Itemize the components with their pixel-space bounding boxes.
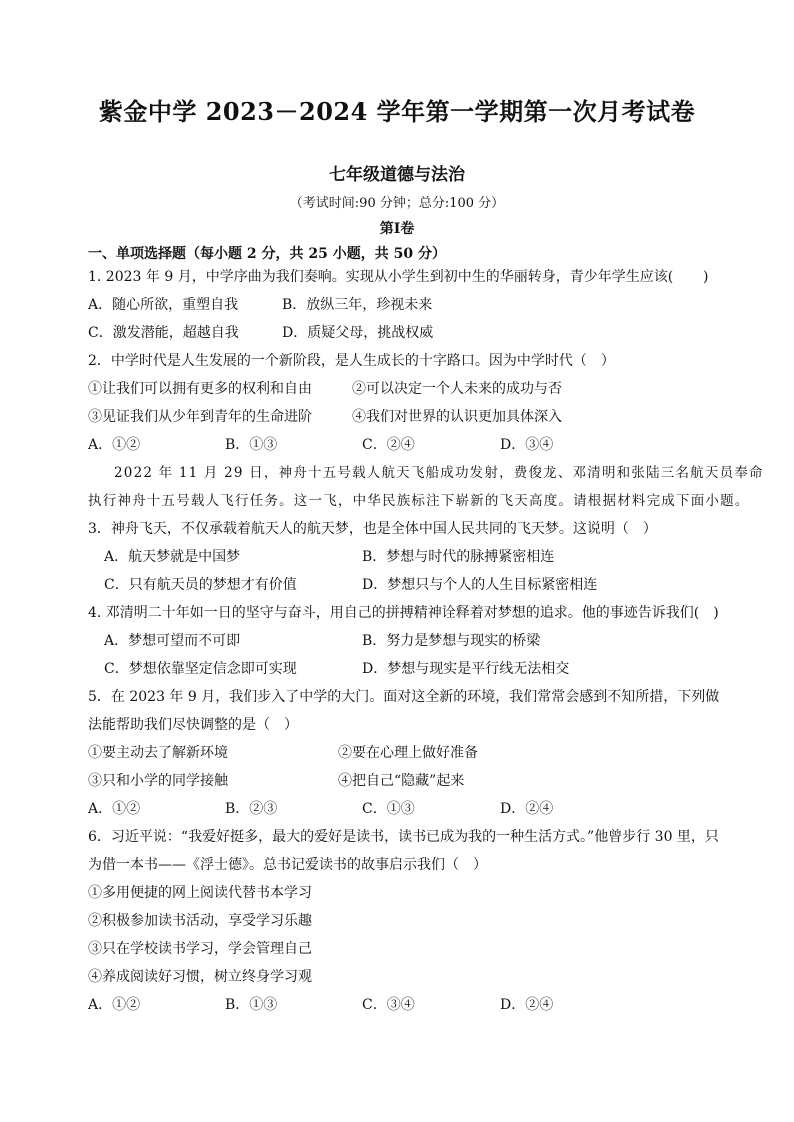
q1-option-c: C．激发潜能，超越自我 [88,325,239,341]
q3-option-b: B．梦想与时代的脉搏紧密相连 [362,549,555,565]
q1-option-b: B．放纵三年，珍视未来 [282,297,433,313]
q4-option-c: C．梦想依靠坚定信念即可实现 [104,661,297,677]
q2-option-a: A．①② [88,437,141,453]
q4-stem: 4. 邓清明二十年如一日的坚守与奋斗，用自己的拼搏精神诠释着对梦想的追求。他的事迹告诉我们( ) [88,605,719,621]
q6-statement-4: ④养成阅读好习惯，树立终身学习观 [88,969,312,985]
volume-heading: 第Ⅰ卷 [379,221,415,237]
q2-statement-3: ③见证我们从少年到青年的生命进阶 [88,409,312,425]
q6-statement-1: ①多用便捷的网上阅读代替书本学习 [88,885,312,901]
q4-option-b: B．努力是梦想与现实的桥梁 [362,633,541,649]
q4-option-d: D．梦想与现实是平行线无法相交 [362,661,570,677]
q5-option-c: C．①③ [362,801,415,817]
q1-stem: 1. 2023 年 9 月，中学序曲为我们奏响。实现从小学生到初中生的华丽转身，青少年学生应该( [88,269,674,285]
q2-option-d: D．③④ [500,437,554,453]
q5-option-d: D．②④ [500,801,554,817]
material-line-1: 2022 年 11 月 29 日，神舟十五号载人航天飞船成功发射，费俊龙、邓清明和张陆三名航天员奉命 [114,465,764,481]
q6-option-b: B．①③ [225,997,278,1013]
q2-option-b: B．①③ [225,437,278,453]
q5-stem-line-1: 5．在 2023 年 9 月，我们步入了中学的大门。面对这全新的环境，我们常常会感到不知所措，下列做 [88,689,720,705]
q2-statement-4: ④我们对世界的认识更加具体深入 [352,409,562,425]
exam-meta: （考试时间:90 分钟；总分:100 分） [289,196,505,211]
q6-option-a: A．①② [88,997,141,1013]
q1-stem-close: ) [703,269,709,285]
q3-stem: 3．神舟飞天，不仅承载着航天人的航天梦，也是全体中国人民共同的飞天梦。这说明（ ） [88,521,657,537]
q6-statement-3: ③只在学校读书学习，学会管理自己 [88,941,312,957]
q2-statement-1: ①让我们可以拥有更多的权利和自由 [88,381,312,397]
q5-option-b: B．②③ [225,801,278,817]
q6-stem-line-1: 6．习近平说：“我爱好挺多，最大的爱好是读书，读书已成为我的一种生活方式。”他曾步行 30 里，只 [88,829,719,845]
material-line-2: 执行神舟十五号载人飞行任务。这一飞，中华民族标注下崭新的飞天高度。请根据材料完成下面小题。 [88,493,750,509]
q2-option-c: C．②④ [362,437,415,453]
q5-statement-4: ④把自己“隐藏”起来 [338,773,465,789]
subject-title: 七年级道德与法治 [329,165,465,185]
q3-option-a: A．航天梦就是中国梦 [104,549,241,565]
q5-stem-line-2: 法能帮助我们尽快调整的是（ ） [88,717,298,733]
q2-stem: 2．中学时代是人生发展的一个新阶段，是人生成长的十字路口。因为中学时代（ ） [88,353,615,369]
q1-option-d: D．质疑父母，挑战权威 [282,325,434,341]
q6-statement-2: ②积极参加读书活动，享受学习乐趣 [88,913,312,929]
q4-option-a: A．梦想可望而不可即 [104,633,241,649]
q3-option-d: D．梦想只与个人的人生目标紧密相连 [362,577,598,593]
q3-option-c: C．只有航天员的梦想才有价值 [104,577,297,593]
q1-option-a: A．随心所欲，重塑自我 [88,297,239,313]
q6-option-d: D．②④ [500,997,554,1013]
q5-statement-3: ③只和小学的同学接触 [88,773,228,789]
section-heading: 一、单项选择题（每小题 2 分，共 25 小题，共 50 分） [88,246,446,262]
q5-statement-1: ①要主动去了解新环境 [88,745,228,761]
q6-option-c: C．③④ [362,997,415,1013]
q2-statement-2: ②可以决定一个人未来的成功与否 [352,381,562,397]
exam-title: 紫金中学 2023－2024 学年第一学期第一次月考试卷 [98,97,696,126]
q5-option-a: A．①② [88,801,141,817]
q5-statement-2: ②要在心理上做好准备 [338,745,478,761]
q6-stem-line-2: 为借一本书——《浮士德》。总书记爱读书的故事启示我们（ ） [88,857,487,873]
